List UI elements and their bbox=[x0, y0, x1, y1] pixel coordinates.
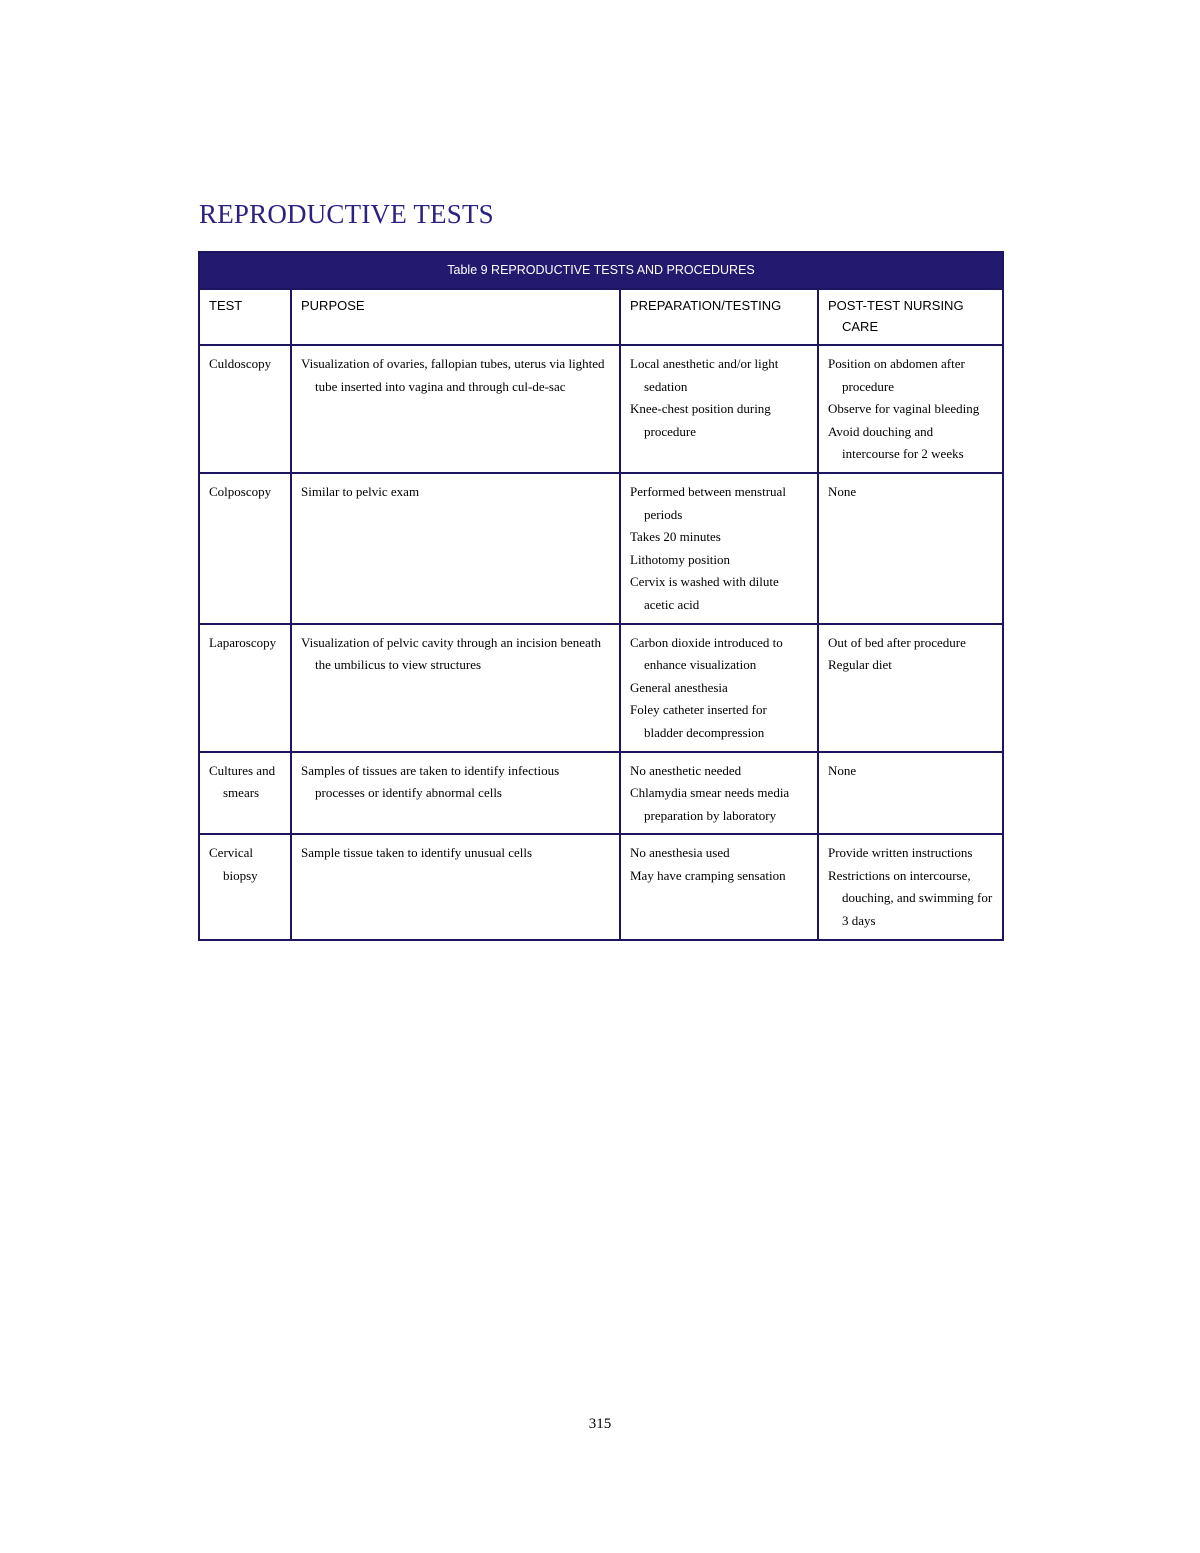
post-care-line: Out of bed after procedure bbox=[828, 634, 966, 650]
page-title: REPRODUCTIVE TESTS bbox=[199, 199, 494, 229]
header-row bbox=[199, 289, 1003, 345]
header-preparation: PREPARATION/TESTING bbox=[620, 289, 818, 345]
table-row bbox=[199, 752, 1003, 835]
cell-post-care bbox=[818, 473, 1003, 624]
cell-test bbox=[199, 473, 291, 624]
cell-preparation bbox=[620, 834, 818, 939]
cell-post-care bbox=[818, 834, 1003, 939]
cell-test bbox=[199, 345, 291, 473]
test-name: Colposcopy bbox=[209, 483, 272, 499]
preparation-line: May have cramping sensation bbox=[630, 867, 786, 883]
purpose-line: Visualization of pelvic cavity through an incision beneath the umbilicus to view structures bbox=[301, 634, 601, 673]
test-name: Culdoscopy bbox=[209, 356, 272, 371]
post-care-line: Restrictions on intercourse, douching, and swimming for 3 days bbox=[828, 867, 993, 929]
table-body bbox=[199, 345, 1003, 940]
cell-purpose bbox=[291, 834, 620, 939]
post-care-line: Avoid douching and intercourse for 2 weeks bbox=[828, 423, 964, 462]
cell-purpose bbox=[291, 624, 620, 752]
cell-purpose bbox=[291, 752, 620, 835]
purpose-line: Visualization of ovaries, fallopian tubes, uterus via lighted tube inserted into vagina and through cul-de-sac bbox=[301, 356, 605, 394]
post-care-line: None bbox=[828, 762, 857, 778]
header-test: TEST bbox=[199, 289, 291, 345]
cell-test bbox=[199, 752, 291, 835]
purpose-line: Similar to pelvic exam bbox=[301, 483, 420, 499]
preparation-line: No anesthesia used bbox=[630, 845, 730, 861]
cell-preparation bbox=[620, 752, 818, 835]
cell-preparation bbox=[620, 624, 818, 752]
preparation-line: Performed between menstrual periods bbox=[630, 483, 786, 522]
post-care-line: None bbox=[828, 483, 857, 499]
page-number: 315 bbox=[588, 1416, 612, 1432]
table-row bbox=[199, 624, 1003, 752]
preparation-line: Lithotomy position bbox=[630, 551, 731, 567]
post-care-line: Position on abdomen after procedure bbox=[828, 356, 965, 394]
table-row bbox=[199, 834, 1003, 939]
preparation-line: Knee-chest position during procedure bbox=[630, 401, 771, 439]
preparation-line: Foley catheter inserted for bladder decompression bbox=[630, 702, 767, 740]
cell-post-care bbox=[818, 345, 1003, 473]
preparation-line: Cervix is washed with dilute acetic acid bbox=[630, 574, 779, 612]
table-row bbox=[199, 473, 1003, 624]
header-post-care-text: POST-TEST NURSING CARE bbox=[828, 298, 964, 334]
post-care-line: Provide written instructions bbox=[828, 845, 973, 861]
preparation-line: No anesthetic needed bbox=[630, 762, 742, 778]
preparation-line: General anesthesia bbox=[630, 679, 728, 695]
reproductive-tests-table bbox=[198, 251, 1004, 941]
cell-test bbox=[199, 834, 291, 939]
cell-test bbox=[199, 624, 291, 752]
preparation-line: Takes 20 minutes bbox=[630, 529, 721, 545]
post-care-line: Regular diet bbox=[828, 657, 892, 673]
cell-preparation bbox=[620, 345, 818, 473]
cell-preparation bbox=[620, 473, 818, 624]
caption-row bbox=[199, 252, 1003, 289]
preparation-line: Local anesthetic and/or light sedation bbox=[630, 356, 779, 394]
post-care-line: Observe for vaginal bleeding bbox=[828, 401, 980, 417]
test-name: Laparoscopy bbox=[209, 634, 277, 650]
cell-post-care bbox=[818, 624, 1003, 752]
test-name: Cultures and smears bbox=[209, 762, 276, 801]
table-caption: Table 9 REPRODUCTIVE TESTS AND PROCEDURES bbox=[199, 252, 1003, 289]
preparation-line: Chlamydia smear needs media preparation by laboratory bbox=[630, 785, 790, 823]
header-post-care bbox=[818, 289, 1003, 345]
purpose-line: Samples of tissues are taken to identify infectious processes or identify abnormal cells bbox=[301, 762, 560, 801]
reproductive-tests-table-container bbox=[198, 251, 1002, 941]
preparation-line: Carbon dioxide introduced to enhance visualization bbox=[630, 634, 783, 673]
header-purpose: PURPOSE bbox=[291, 289, 620, 345]
table-row bbox=[199, 345, 1003, 473]
cell-post-care bbox=[818, 752, 1003, 835]
cell-purpose bbox=[291, 345, 620, 473]
cell-purpose bbox=[291, 473, 620, 624]
test-name: Cervical biopsy bbox=[209, 845, 258, 883]
purpose-line: Sample tissue taken to identify unusual cells bbox=[301, 845, 533, 861]
